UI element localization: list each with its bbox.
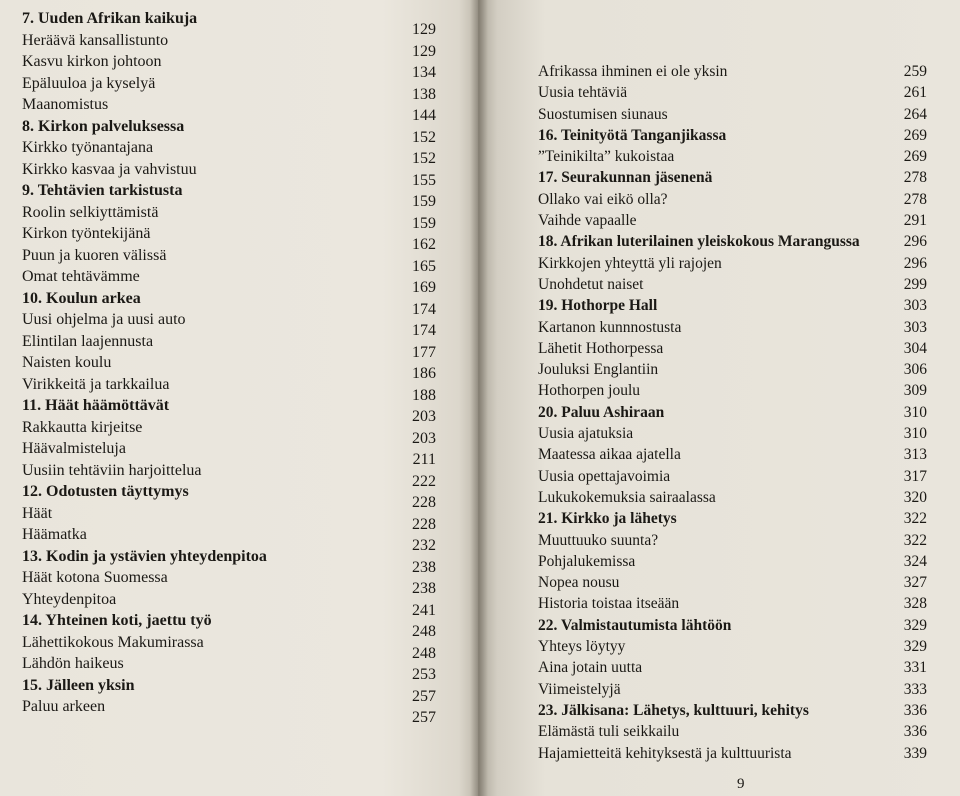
page-ref: 278 bbox=[903, 169, 927, 187]
page-ref: 309 bbox=[903, 382, 927, 400]
page-ref: 264 bbox=[903, 105, 927, 123]
section-title: Vaihde vapaalle bbox=[538, 212, 637, 230]
chapter-title: 22. Valmistautumista lähtöön bbox=[538, 616, 732, 634]
section-title: Yhteydenpitoa bbox=[22, 590, 117, 608]
page-ref: 222 bbox=[412, 472, 436, 490]
chapter-title: 16. Teinityötä Tanganjikassa bbox=[538, 126, 727, 144]
page-ref: 152 bbox=[412, 150, 436, 167]
page-ref: 155 bbox=[412, 171, 436, 189]
section-title: Kirkon työntekijänä bbox=[22, 225, 151, 242]
page-ref: 186 bbox=[412, 365, 436, 382]
toc-section-entry bbox=[538, 636, 927, 657]
page-ref: 188 bbox=[412, 386, 436, 404]
toc-section-entry bbox=[538, 274, 927, 295]
toc-section-entry bbox=[538, 743, 927, 764]
page-ref: 165 bbox=[412, 257, 436, 275]
toc-section-entry bbox=[538, 444, 927, 465]
section-title: Unohdetut naiset bbox=[538, 275, 644, 293]
toc-section-entry bbox=[22, 266, 436, 296]
section-title: ”Teinikilta” kukoistaa bbox=[538, 148, 675, 166]
toc-chapter-entry bbox=[22, 116, 436, 146]
toc-section-entry bbox=[22, 589, 436, 619]
page-ref: 248 bbox=[412, 623, 436, 640]
section-title: Lähetit Hothorpessa bbox=[538, 339, 664, 357]
toc-section-entry bbox=[538, 721, 927, 742]
section-title: Uusiin tehtäviin harjoittelua bbox=[22, 461, 202, 479]
toc-section-entry bbox=[538, 380, 927, 401]
page-ref: 238 bbox=[412, 558, 436, 576]
section-title: Hothorpen joulu bbox=[538, 382, 641, 400]
section-title: Elämästä tuli seikkailu bbox=[538, 723, 680, 741]
section-title: Viimeistelyjä bbox=[538, 680, 621, 698]
section-title: Yhteys löytyy bbox=[538, 638, 626, 656]
toc-section-entry bbox=[22, 137, 436, 167]
section-title: Epäluuloa ja kyselyä bbox=[22, 74, 156, 92]
book-gutter bbox=[470, 0, 488, 796]
page-ref: 322 bbox=[903, 510, 927, 528]
toc-section-entry bbox=[22, 417, 436, 447]
toc-section-entry bbox=[538, 61, 927, 82]
section-title: Kartanon kunnnostusta bbox=[538, 318, 682, 336]
page-ref: 261 bbox=[903, 84, 927, 102]
toc-section-entry bbox=[538, 487, 927, 508]
section-title: Kirkkojen yhteyttä yli rajojen bbox=[538, 254, 722, 272]
toc-section-entry bbox=[538, 146, 927, 167]
section-title: Muuttuuko suunta? bbox=[538, 531, 659, 549]
page-ref: 169 bbox=[412, 279, 436, 296]
section-title: Hajamietteitä kehityksestä ja kulttuurista bbox=[538, 744, 792, 762]
toc-section-entry bbox=[538, 466, 927, 487]
section-title: Heräävä kansallistunto bbox=[22, 31, 169, 49]
page-ref: 304 bbox=[903, 339, 927, 357]
section-title: Maanomistus bbox=[22, 96, 109, 113]
page-ref: 253 bbox=[412, 666, 436, 683]
page-ref: 129 bbox=[412, 21, 436, 38]
page-ref: 278 bbox=[903, 190, 927, 208]
section-title: Häämatka bbox=[22, 526, 87, 543]
toc-section-entry bbox=[22, 374, 436, 404]
toc-section-entry bbox=[538, 423, 927, 444]
page-ref: 203 bbox=[412, 429, 436, 447]
toc-section-entry bbox=[22, 223, 436, 253]
page-ref: 324 bbox=[903, 552, 927, 570]
page-ref: 174 bbox=[412, 322, 436, 339]
chapter-title: 19. Hothorpe Hall bbox=[538, 297, 658, 315]
toc-section-entry bbox=[22, 632, 436, 662]
toc-section-entry bbox=[22, 567, 436, 597]
page-ref: 159 bbox=[412, 193, 436, 210]
page-ref: 299 bbox=[903, 275, 927, 293]
left-page bbox=[0, 0, 478, 796]
page-ref: 152 bbox=[412, 128, 436, 146]
section-title: Kasvu kirkon johtoon bbox=[22, 53, 162, 70]
toc-chapter-entry bbox=[22, 610, 436, 640]
section-title: Häät kotona Suomessa bbox=[22, 569, 168, 586]
page-ref: 320 bbox=[903, 488, 927, 506]
toc-section-entry bbox=[22, 94, 436, 124]
page-ref: 329 bbox=[903, 616, 927, 634]
section-title: Elintilan laajennusta bbox=[22, 332, 154, 350]
toc-section-entry bbox=[538, 338, 927, 359]
section-title: Kirkko työnantajana bbox=[22, 139, 154, 156]
chapter-title: 17. Seurakunnan jäsenenä bbox=[538, 169, 713, 187]
toc-chapter-entry bbox=[22, 546, 436, 576]
section-title: Lähdön haikeus bbox=[22, 655, 124, 672]
toc-chapter-entry bbox=[538, 615, 927, 636]
toc-section-entry bbox=[22, 202, 436, 232]
section-title: Historia toistaa itseään bbox=[538, 595, 680, 613]
page-ref: 228 bbox=[412, 494, 436, 511]
page-ref: 232 bbox=[412, 537, 436, 554]
page-ref: 241 bbox=[412, 601, 436, 619]
chapter-title: 10. Koulun arkea bbox=[22, 289, 141, 307]
toc-section-entry bbox=[22, 460, 436, 490]
page-ref: 339 bbox=[903, 744, 927, 762]
toc-list-left bbox=[22, 8, 436, 726]
toc-section-entry bbox=[538, 657, 927, 678]
toc-section-entry bbox=[22, 696, 436, 726]
toc-section-entry bbox=[22, 524, 436, 554]
chapter-title: 18. Afrikan luterilainen yleiskokous Marangussa bbox=[538, 233, 860, 251]
toc-section-entry bbox=[22, 30, 436, 60]
toc-section-entry bbox=[538, 210, 927, 231]
page-ref: 310 bbox=[903, 403, 927, 421]
page-ref: 211 bbox=[412, 451, 436, 468]
toc-chapter-entry bbox=[538, 508, 927, 529]
page-ref: 317 bbox=[903, 467, 927, 485]
section-title: Kirkko kasvaa ja vahvistuu bbox=[22, 160, 197, 178]
toc-section-entry bbox=[22, 438, 436, 468]
toc-chapter-entry bbox=[22, 288, 436, 318]
section-title: Virikkeitä ja tarkkailua bbox=[22, 375, 170, 393]
toc-section-entry bbox=[538, 317, 927, 338]
toc-section-entry bbox=[538, 530, 927, 551]
toc-chapter-entry bbox=[538, 402, 927, 423]
toc-section-entry bbox=[538, 679, 927, 700]
toc-section-entry bbox=[22, 331, 436, 361]
page-ref: 162 bbox=[412, 236, 436, 253]
section-title: Afrikassa ihminen ei ole yksin bbox=[538, 63, 728, 80]
toc-chapter-entry bbox=[22, 8, 436, 38]
toc-section-entry bbox=[22, 653, 436, 683]
section-title: Lukukokemuksia sairaalassa bbox=[538, 488, 716, 506]
section-title: Häät bbox=[22, 504, 53, 522]
toc-chapter-entry bbox=[538, 295, 927, 316]
toc-chapter-entry bbox=[538, 125, 927, 146]
page-ref: 310 bbox=[903, 425, 927, 443]
page-ref: 238 bbox=[412, 580, 436, 597]
right-page bbox=[478, 0, 960, 796]
toc-chapter-entry bbox=[538, 167, 927, 188]
chapter-title: 8. Kirkon palveluksessa bbox=[22, 117, 185, 135]
toc-chapter-entry bbox=[538, 700, 927, 721]
page-ref: 228 bbox=[412, 515, 436, 533]
chapter-title: 7. Uuden Afrikan kaikuja bbox=[22, 10, 198, 27]
toc-chapter-entry bbox=[22, 481, 436, 511]
page-ref: 291 bbox=[903, 212, 927, 230]
toc-section-entry bbox=[22, 503, 436, 533]
section-title: Häävalmisteluja bbox=[22, 440, 126, 457]
page-ref: 313 bbox=[903, 446, 927, 464]
toc-list-right bbox=[538, 61, 927, 764]
toc-section-entry bbox=[538, 359, 927, 380]
section-title: Roolin selkiyttämistä bbox=[22, 203, 159, 221]
page-ref: 333 bbox=[903, 680, 927, 698]
page-ref: 138 bbox=[412, 85, 436, 103]
chapter-title: 11. Häät häämöttävät bbox=[22, 397, 170, 414]
page-ref: 306 bbox=[903, 361, 927, 379]
section-title: Pohjalukemissa bbox=[538, 552, 636, 570]
toc-section-entry bbox=[538, 572, 927, 593]
toc-chapter-entry bbox=[22, 395, 436, 425]
toc-chapter-entry bbox=[22, 675, 436, 705]
section-title: Paluu arkeen bbox=[22, 698, 106, 715]
chapter-title: 9. Tehtävien tarkistusta bbox=[22, 182, 183, 199]
page-ref: 336 bbox=[903, 723, 927, 741]
section-title: Uusia opettajavoimia bbox=[538, 467, 671, 485]
page-ref: 296 bbox=[903, 233, 927, 251]
page-ref: 174 bbox=[412, 300, 436, 318]
page-ref: 331 bbox=[903, 659, 927, 677]
toc-section-entry bbox=[538, 253, 927, 274]
toc-section-entry bbox=[538, 551, 927, 572]
page-ref: 329 bbox=[903, 638, 927, 656]
page-ref: 134 bbox=[412, 64, 436, 81]
toc-section-entry bbox=[22, 309, 436, 339]
section-title: Maatessa aikaa ajatella bbox=[538, 446, 681, 464]
section-title: Omat tehtävämme bbox=[22, 268, 140, 285]
page-ref: 177 bbox=[412, 343, 436, 361]
page-ref: 296 bbox=[903, 254, 927, 272]
page-ref: 303 bbox=[903, 318, 927, 336]
section-title: Uusia tehtäviä bbox=[538, 84, 628, 102]
section-title: Lähettikokous Makumirassa bbox=[22, 633, 204, 651]
toc-section-entry bbox=[22, 245, 436, 275]
page-ref: 129 bbox=[412, 42, 436, 60]
section-title: Nopea nousu bbox=[538, 574, 620, 592]
section-title: Aina jotain uutta bbox=[538, 659, 643, 677]
page-ref: 203 bbox=[412, 408, 436, 425]
toc-section-entry bbox=[538, 189, 927, 210]
page-ref: 303 bbox=[903, 297, 927, 315]
section-title: Suostumisen siunaus bbox=[538, 105, 668, 123]
page-ref: 327 bbox=[903, 574, 927, 592]
toc-section-entry bbox=[538, 593, 927, 614]
section-title: Puun ja kuoren välissä bbox=[22, 246, 167, 264]
chapter-title: 20. Paluu Ashiraan bbox=[538, 403, 665, 421]
section-title: Uusi ohjelma ja uusi auto bbox=[22, 311, 186, 328]
page-ref: 144 bbox=[412, 107, 436, 124]
page-ref: 257 bbox=[412, 709, 436, 726]
page-ref: 259 bbox=[903, 63, 927, 80]
toc-chapter-entry bbox=[22, 180, 436, 210]
toc-chapter-entry bbox=[538, 231, 927, 252]
section-title: Jouluksi Englantiin bbox=[538, 361, 659, 379]
section-title: Uusia ajatuksia bbox=[538, 425, 634, 443]
section-title: Naisten koulu bbox=[22, 354, 112, 371]
section-title: Rakkautta kirjeitse bbox=[22, 418, 143, 436]
chapter-title: 21. Kirkko ja lähetys bbox=[538, 510, 677, 528]
page-ref: 328 bbox=[903, 595, 927, 613]
chapter-title: 14. Yhteinen koti, jaettu työ bbox=[22, 612, 212, 629]
chapter-title: 13. Kodin ja ystävien yhteydenpitoa bbox=[22, 547, 267, 565]
page-ref: 322 bbox=[903, 531, 927, 549]
section-title: Ollako vai eikö olla? bbox=[538, 190, 668, 208]
page-ref: 248 bbox=[412, 644, 436, 662]
toc-section-entry bbox=[22, 51, 436, 81]
chapter-title: 12. Odotusten täyttymys bbox=[22, 483, 189, 500]
page-ref: 269 bbox=[903, 126, 927, 144]
page-number: 9 bbox=[737, 776, 745, 792]
toc-section-entry bbox=[538, 104, 927, 125]
chapter-title: 23. Jälkisana: Lähetys, kulttuuri, kehitys bbox=[538, 701, 809, 719]
toc-section-entry bbox=[22, 73, 436, 103]
toc-section-entry bbox=[538, 82, 927, 103]
toc-section-entry bbox=[22, 352, 436, 382]
toc-section-entry bbox=[22, 159, 436, 189]
page-ref: 269 bbox=[903, 148, 927, 166]
page-ref: 159 bbox=[412, 214, 436, 232]
page-ref: 257 bbox=[412, 687, 436, 705]
page-ref: 336 bbox=[903, 701, 927, 719]
chapter-title: 15. Jälleen yksin bbox=[22, 676, 135, 694]
